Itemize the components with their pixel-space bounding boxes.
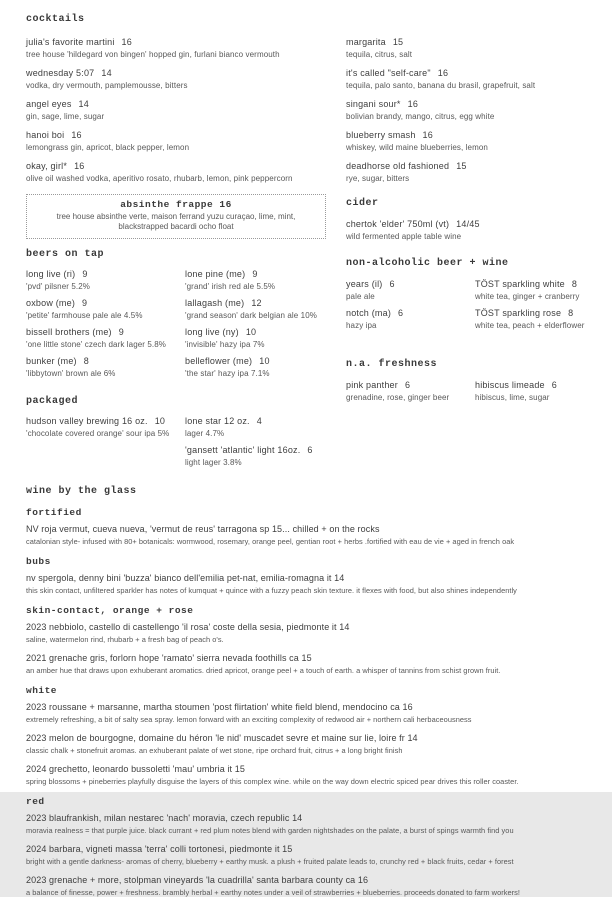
- item-price: 9: [82, 269, 88, 279]
- item-name: belleflower (me): [185, 356, 253, 366]
- item-price: 10: [245, 327, 257, 337]
- item-name-line: [346, 37, 592, 48]
- item-name: angel eyes: [26, 99, 72, 109]
- item-name: julia's favorite martini: [26, 37, 115, 47]
- item-price: 8: [568, 308, 574, 318]
- menu-item: [185, 416, 324, 439]
- menu-item: [26, 356, 185, 379]
- packaged-grid: [26, 416, 324, 474]
- item-desc: lager 4.7%: [185, 429, 225, 438]
- menu-item: [185, 269, 324, 292]
- item-name-line: [185, 298, 324, 309]
- item-price: 14/45: [456, 219, 480, 229]
- item-desc: light lager 3.8%: [185, 458, 242, 467]
- menu-item: [26, 327, 185, 350]
- wine-item: [26, 764, 592, 786]
- item-desc: gin, sage, lime, sugar: [26, 112, 105, 121]
- item-name-line: [26, 37, 324, 48]
- wine-note: extremely refreshing, a bit of salty sea spray. lemon forward with an exciting complexity of redwood air + northern cali herbaceousness: [26, 715, 472, 724]
- item-name: blueberry smash: [346, 130, 416, 140]
- item-name-line: [26, 68, 324, 79]
- wine-line: 2021 grenache gris, forlorn hope 'ramato' sierra nevada foothills ca 15: [26, 653, 312, 663]
- item-price: 8: [571, 279, 578, 289]
- item-desc: tequila, palo santo, banana du brasil, grapefruit, salt: [346, 81, 536, 90]
- item-price: 4: [256, 416, 262, 426]
- wine-line: nv spergola, denny bini 'buzza' bianco dell'emilia pet-nat, emilia-romagna it 14: [26, 573, 345, 583]
- item-name-line: [26, 130, 324, 141]
- item-name-line: [26, 99, 324, 110]
- beers-on-tap-heading: beers on tap: [26, 249, 105, 260]
- item-name-line: [346, 68, 592, 79]
- item-name-line: [185, 356, 324, 367]
- item-price: 15: [392, 37, 404, 47]
- menu-item: [346, 161, 592, 184]
- item-desc: wild fermented apple table wine: [346, 232, 462, 241]
- wine-item: [26, 844, 592, 866]
- na-freshness-grid: [346, 380, 592, 409]
- wine-note: an amber hue that draws upon exhuberant aromatics. dried apricot, orange peel + a touch of earth. a whisper of tannins from schist grown fruit.: [26, 666, 501, 675]
- wine-item: [26, 702, 592, 724]
- item-price: 9: [118, 327, 124, 337]
- wine-item: [26, 622, 592, 644]
- item-name-line: [26, 269, 185, 280]
- item-desc: tree house 'hildegard von bingen' hopped gin, furlani bianco vermouth: [26, 50, 280, 59]
- menu-item: [346, 99, 592, 122]
- item-desc: white tea, peach + elderflower: [475, 321, 585, 330]
- item-price: 10: [154, 416, 166, 426]
- item-name: long live (ny): [185, 327, 239, 337]
- wine-item: [26, 733, 592, 755]
- menu-item: [26, 130, 324, 153]
- item-name: hudson valley brewing 16 oz.: [26, 416, 148, 426]
- item-price: 6: [307, 445, 313, 455]
- item-desc: vodka, dry vermouth, pamplemousse, bitters: [26, 81, 188, 90]
- item-name: margarita: [346, 37, 386, 47]
- item-name: 'gansett 'atlantic' light 16oz.: [185, 445, 301, 455]
- item-price: 6: [398, 308, 404, 318]
- menu-item: [185, 356, 324, 379]
- top-columns: [26, 8, 592, 474]
- item-price: 9: [252, 269, 258, 279]
- item-name: TÖST sparkling rose: [475, 308, 562, 318]
- item-desc: 'one little stone' czech dark lager 5.8%: [26, 340, 167, 349]
- item-name-line: [185, 269, 324, 280]
- menu-item: [346, 308, 475, 331]
- beers-grid: [26, 269, 324, 385]
- item-name: lone pine (me): [185, 269, 246, 279]
- item-name-line: [346, 219, 592, 230]
- item-desc: 'the star' hazy ipa 7.1%: [185, 369, 270, 378]
- wine-sub-white: white: [26, 685, 58, 696]
- item-name: okay, girl*: [26, 161, 68, 171]
- na-freshness-heading: n.a. freshness: [346, 359, 438, 370]
- item-desc: 'invisible' hazy ipa 7%: [185, 340, 265, 349]
- wine-line: 2023 melon de bourgogne, domaine du héron 'le nid' muscadet sevre et maine sur lie, loire fr 14: [26, 733, 418, 743]
- item-desc: pale ale: [346, 292, 375, 301]
- item-name: bissell brothers (me): [26, 327, 112, 337]
- item-name: wednesday 5:07: [26, 68, 95, 78]
- wine-note: bright with a gentle darkness- aromas of cherry, blueberry + earthy musk. a plush + fruited palate leads to, crunchy red + black fruits, cedar + forest: [26, 857, 514, 866]
- wine-line: 2023 roussane + marsanne, martha stoumen 'post flirtation' white field blend, mendocino ca 16: [26, 702, 413, 712]
- item-name: lallagash (me): [185, 298, 245, 308]
- item-name: deadhorse old fashioned: [346, 161, 450, 171]
- item-name-line: [346, 279, 475, 290]
- menu-item: [185, 327, 324, 350]
- item-price: 16: [437, 68, 449, 78]
- non-alcoholic-grid: [346, 279, 592, 337]
- wine-sub-red: red: [26, 796, 45, 807]
- item-desc: lemongrass gin, apricot, black pepper, lemon: [26, 143, 190, 152]
- menu-item: [185, 298, 324, 321]
- wine-item: [26, 813, 592, 835]
- menu-item: [26, 37, 324, 60]
- wine-line: NV roja vermut, cueva nueva, 'vermut de reus' tarragona sp 15... chilled + on the rocks: [26, 524, 380, 534]
- wine-line: 2024 barbara, vigneti massa 'terra' colli tortonesi, piedmonte it 15: [26, 844, 293, 854]
- wine-line: 2024 grechetto, leonardo bussoletti 'mau' umbria it 15: [26, 764, 245, 774]
- feature-desc: tree house absinthe verte, maison ferrand yuzu curaçao, lime, mint, blackstrapped bacardi ocho float: [56, 212, 296, 231]
- item-price: 14: [78, 99, 89, 109]
- item-desc: 'petite' farmhouse pale ale 4.5%: [26, 311, 143, 320]
- item-name-line: [346, 380, 475, 391]
- item-name-line: [346, 99, 592, 110]
- absinthe-frappe-feature-box: [26, 194, 326, 239]
- menu-item: [346, 279, 475, 302]
- item-price: 8: [83, 356, 89, 366]
- item-price: 16: [71, 130, 82, 140]
- wine-line: 2023 blaufrankish, milan nestarec 'nach' moravia, czech republic 14: [26, 813, 303, 823]
- left-column: [26, 8, 346, 474]
- wine-by-the-glass-section: [26, 474, 592, 897]
- wine-note: classic chalk + stonefruit aromas. an exhuberant palate of wet stone, ripe orchard fruit, citrus + a long bright finish: [26, 746, 403, 755]
- item-name: oxbow (me): [26, 298, 76, 308]
- item-price: 12: [251, 298, 262, 308]
- wine-item: [26, 653, 592, 675]
- menu-item: [475, 308, 592, 331]
- item-desc: tequila, citrus, salt: [346, 50, 413, 59]
- wine-sub-bubs: bubs: [26, 556, 51, 567]
- menu-item: [346, 219, 592, 242]
- item-price: 6: [551, 380, 557, 390]
- item-price: 15: [456, 161, 467, 171]
- item-name: TÖST sparkling white: [475, 279, 565, 289]
- item-name: lone star 12 oz.: [185, 416, 250, 426]
- menu-item: [475, 279, 592, 302]
- wine-note: a balance of finesse, power + freshness. brambly herbal + earthy notes under a veil of strawberries + blueberries. proceeds donated to farm workers!: [26, 888, 521, 897]
- item-name-line: [346, 161, 592, 172]
- item-name-line: [475, 308, 592, 319]
- cocktails-heading: cocktails: [26, 14, 85, 25]
- item-desc: whiskey, wild maine blueberries, lemon: [346, 143, 488, 152]
- item-name: long live (ri): [26, 269, 76, 279]
- item-price: 14: [101, 68, 112, 78]
- wine-heading: wine by the glass: [26, 486, 137, 497]
- menu-item: [346, 380, 475, 403]
- menu-item: [346, 130, 592, 153]
- item-desc: 'grand season' dark belgian ale 10%: [185, 311, 317, 320]
- item-name: bunker (me): [26, 356, 77, 366]
- right-column: [346, 8, 592, 474]
- item-name: chertok 'elder' 750ml (vt): [346, 219, 450, 229]
- item-price: 6: [389, 279, 395, 289]
- item-name-line: [26, 161, 324, 172]
- item-desc: olive oil washed vodka, aperitivo rosato, rhubarb, lemon, pink peppercorn: [26, 174, 293, 183]
- menu-item: [346, 37, 592, 60]
- wine-note: moravia realness = that purple juice. black currant + red plum notes blend with garden nightshades on the palate, a burst of spings warmth find you: [26, 826, 514, 835]
- item-name: years (il): [346, 279, 383, 289]
- item-price: 16: [407, 99, 419, 109]
- item-price: 16: [121, 37, 132, 47]
- wine-sub-fortified: fortified: [26, 507, 82, 518]
- item-desc: hazy ipa: [346, 321, 377, 330]
- wine-line: 2023 grenache + more, stolpman vineyards 'la cuadrilla' santa barbara county ca 16: [26, 875, 369, 885]
- item-desc: rye, sugar, bitters: [346, 174, 410, 183]
- item-desc: grenadine, rose, ginger beer: [346, 393, 450, 402]
- item-name-line: [26, 416, 185, 427]
- item-name-line: [475, 279, 592, 290]
- menu-item: [26, 269, 185, 292]
- menu-item: [26, 416, 185, 439]
- item-name-line: [185, 445, 324, 456]
- item-name-line: [26, 298, 185, 309]
- item-desc: 'chocolate covered orange' sour ipa 5%: [26, 429, 170, 438]
- item-price: 9: [82, 298, 88, 308]
- item-name-line: [185, 327, 324, 338]
- item-name: hanoi boi: [26, 130, 65, 140]
- feature-title: absinthe frappe 16: [120, 199, 232, 210]
- item-desc: 'pvd' pilsner 5.2%: [26, 282, 90, 291]
- item-name-line: [185, 416, 324, 427]
- packaged-heading: packaged: [26, 396, 79, 407]
- item-price: 6: [404, 380, 411, 390]
- item-name-line: [26, 327, 185, 338]
- item-desc: 'grand' irish red ale 5.5%: [185, 282, 276, 291]
- wine-sub-skin-contact: skin-contact, orange + rose: [26, 605, 194, 616]
- wine-line: 2023 nebbiolo, castello di castellengo 'il rosa' coste della sesia, piedmonte it 14: [26, 622, 350, 632]
- item-name-line: [26, 356, 185, 367]
- cider-heading: cider: [346, 198, 379, 209]
- menu-item: [475, 380, 592, 403]
- item-desc: hibiscus, lime, sugar: [475, 393, 550, 402]
- wine-note: catalonian style- infused with 80+ botanicals: wormwood, rosemary, orange peel, gentian root + herbs .fortified with eau de vie + aged in french oak: [26, 537, 515, 546]
- menu-item: [26, 99, 324, 122]
- wine-item: [26, 524, 592, 546]
- item-price: 16: [74, 161, 85, 171]
- item-name: notch (ma): [346, 308, 392, 318]
- wine-note: this skin contact, unfiltered sparkler has notes of kumquat + quince with a fuzzy peach skin texture. it flexes with food, but also shines independently: [26, 586, 517, 595]
- wine-item: [26, 875, 592, 897]
- item-name-line: [346, 130, 592, 141]
- item-price: 10: [259, 356, 270, 366]
- menu-item: [26, 161, 324, 184]
- wine-item: [26, 573, 592, 595]
- menu-item: [26, 298, 185, 321]
- menu-item: [185, 445, 324, 468]
- non-alcoholic-heading: non-alcoholic beer + wine: [346, 258, 509, 269]
- item-name-line: [475, 380, 592, 391]
- item-desc: bolivian brandy, mango, citrus, egg white: [346, 112, 495, 121]
- item-name: hibiscus limeade: [475, 380, 545, 390]
- item-name-line: [346, 308, 475, 319]
- menu-item: [26, 68, 324, 91]
- menu-item: [346, 68, 592, 91]
- wine-note: saline, watermelon rind, rhubarb + a fresh bag of peach o's.: [26, 635, 224, 644]
- item-price: 16: [422, 130, 433, 140]
- item-desc: 'libbytown' brown ale 6%: [26, 369, 116, 378]
- item-name: it's called "self-care": [346, 68, 431, 78]
- item-name: singani sour*: [346, 99, 401, 109]
- wine-note: spring blossoms + pineberries playfully disguise the layers of this complex wine. while on the way down electric spiced pear drives this roller coaster.: [26, 777, 519, 786]
- item-desc: white tea, ginger + cranberry: [475, 292, 580, 301]
- item-name: pink panther: [346, 380, 398, 390]
